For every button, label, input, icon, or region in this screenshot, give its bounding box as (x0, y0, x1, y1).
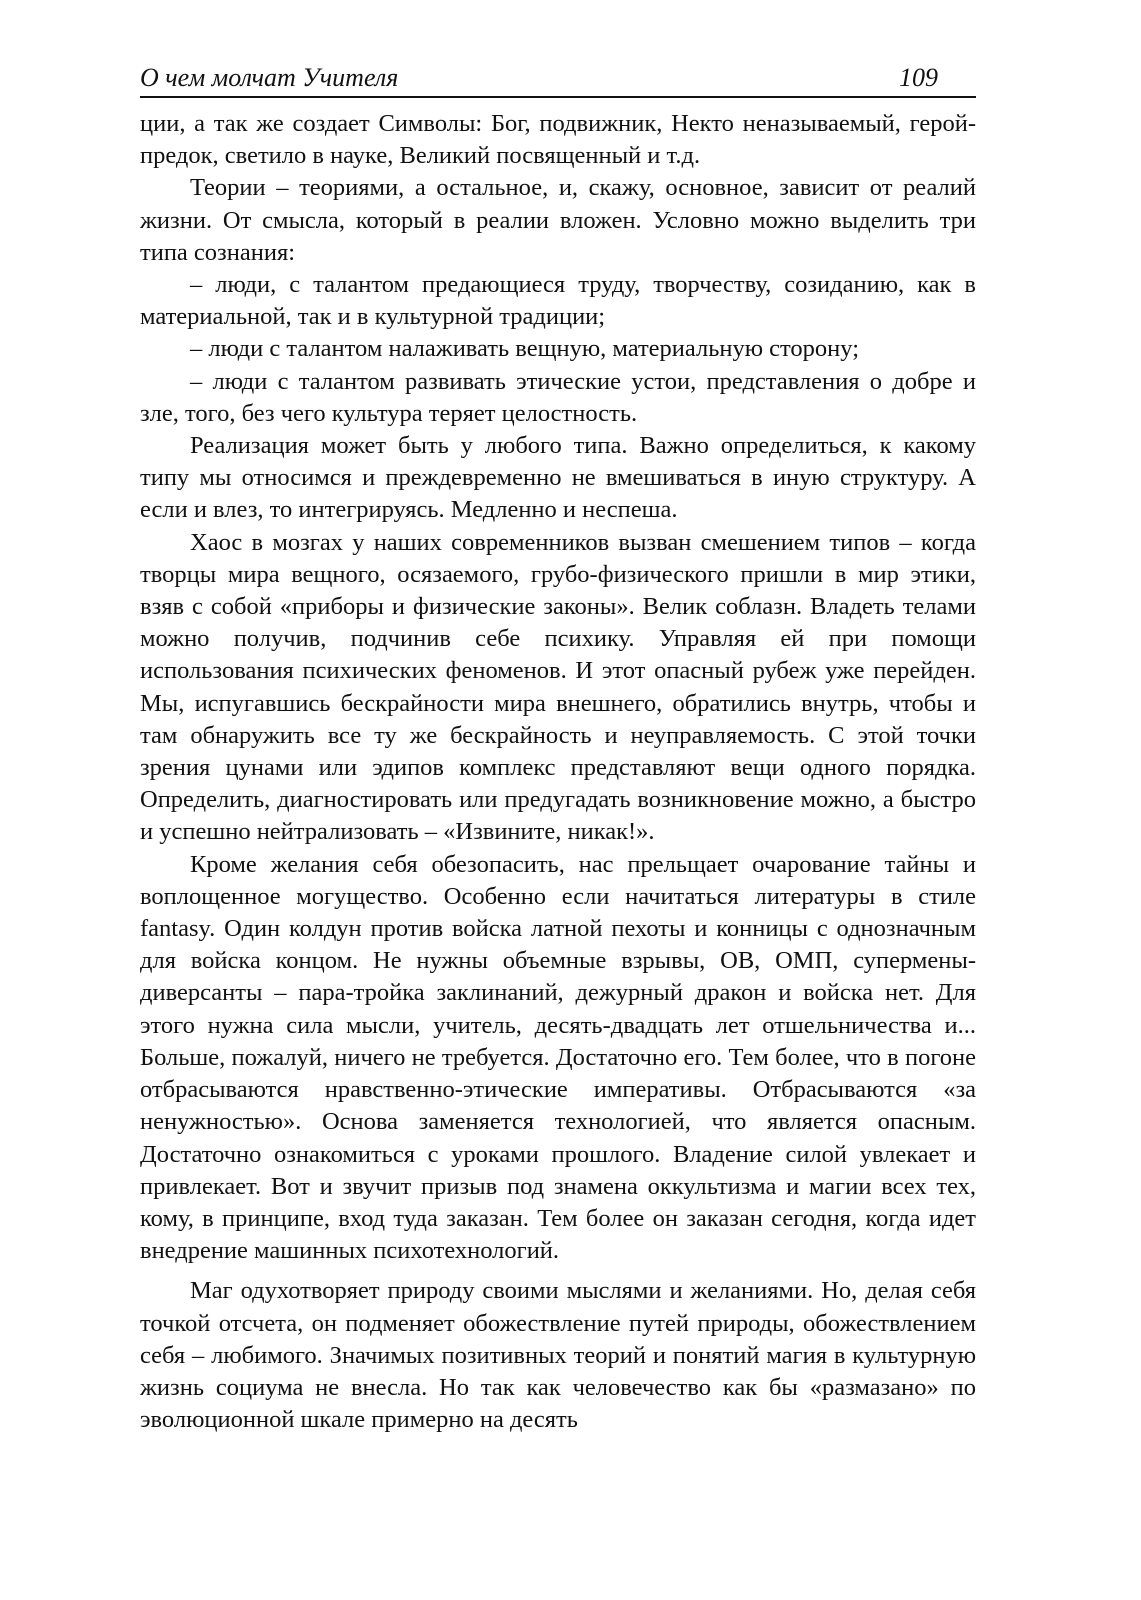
paragraph: Хаос в мозгах у наших современников вызван смешением типов – когда творцы мира вещного, осязаемого, грубо-физического пришли в мир этики, взяв с собой «приборы и физические законы». Велик соблазн. Владеть телами можно получив, подчинив себе психику. Управляя ей при помощи использования психических феноменов. И этот опасный рубеж уже перейден. Мы, испугавшись бескрайности мира внешнего, обратились внутрь, чтобы и там обнаружить все ту же бескрайность и неуправляемость. С этой точки зрения цунами или эдипов комплекс представляют вещи одного порядка. Определить, диагностировать или предугадать возникновение можно, а быстро и успешно нейтрализовать – «Извините, никак!». (140, 528, 976, 846)
list-item: – люди с талантом налаживать вещную, материальную сторону; (190, 335, 860, 363)
running-title: О чем молчат Учителя (140, 63, 399, 92)
list-item: – люди, с талантом предающиеся труду, творчеству, созиданию, как в материальной, так и в культурной традиции; (140, 271, 976, 331)
list-item: – люди с талантом развивать этические устои, представления о добре и зле, того, без чего культура теряет целостность. (140, 367, 976, 427)
running-header (140, 58, 976, 98)
page-number: 109 (899, 63, 938, 92)
paragraph: Реализация может быть у любого типа. Важно определиться, к какому типу мы относимся и преждевременно не вмешиваться в иную структуру. А если и влез, то интегрируясь. Медленно и неспеша. (140, 432, 976, 524)
paragraph: Теории – теориями, а остальное, и, скажу, основное, зависит от реалий жизни. От смысла, который в реалии вложен. Условно можно выделить три типа сознания: (140, 174, 976, 266)
paragraph: Маг одухотворяет природу своими мыслями и желаниями. Но, делая себя точкой отсчета, он подменяет обожествление путей природы, обожествлением себя – любимого. Значимых позитивных теорий и понятий магия в культурную жизнь социума не внесла. Но так как человечество как бы «размазано» по эволюционной шкале примерно на десять (140, 1277, 976, 1434)
paragraph: Кроме желания себя обезопасить, нас прельщает очарование тайны и воплощенное могущество. Особенно если начитаться литературы в стиле fantasy. Один колдун против войска латной пехоты и конницы с однозначным для войска концом. Не нужны объемные взрывы, ОВ, ОМП, супермены-диверсанты – пара-тройка заклинаний, дежурный дракон и войска нет. Для этого нужна сила мысли, учитель, десять-двадцать лет отшельничества и... Больше, пожалуй, ничего не требуется. Достаточно его. Тем более, что в погоне отбрасываются нравственно-этические императивы. Отбрасываются «за ненужностью». Основа заменяется технологией, что является опасным. Достаточно ознакомиться с уроками прошлого. Владение силой увлекает и привлекает. Вот и звучит призыв под знамена оккультизма и магии всех тех, кому, в принципе, вход туда заказан. Тем более он заказан сегодня, когда идет внедрение машинных психотехнологий. (140, 850, 976, 1265)
paragraph-continuation: ции, а так же создает Символы: Бог, подвижник, Некто неназываемый, герой-предок, светило в науке, Великий посвященный и т.д. (140, 110, 976, 170)
page-body (140, 108, 976, 1436)
